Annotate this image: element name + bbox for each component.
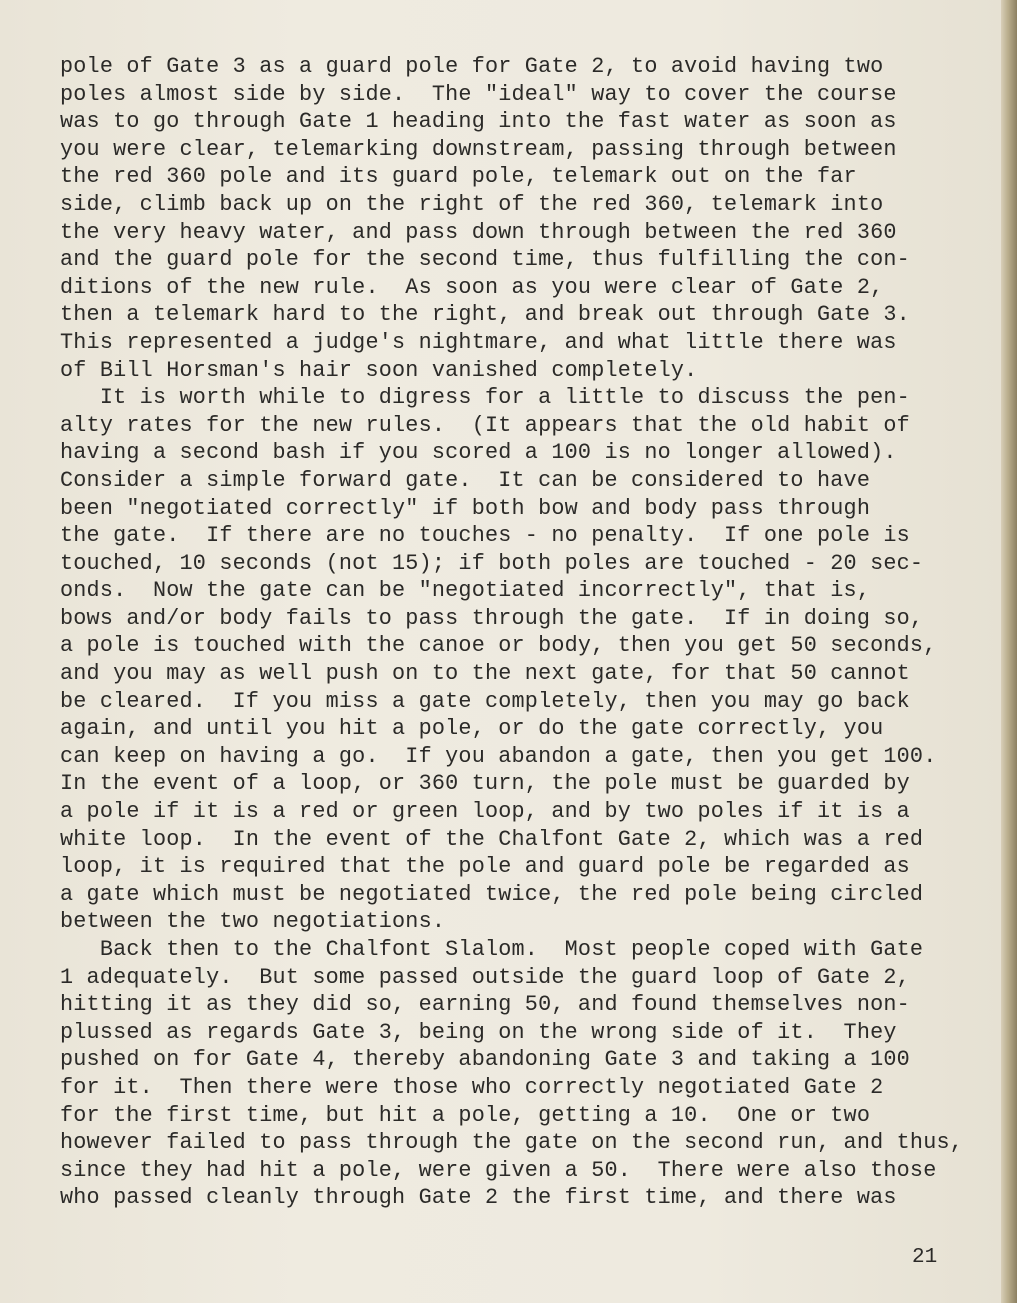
text-line: a pole if it is a red or green loop, and by two poles if it is a [60, 799, 910, 825]
text-line: and you may as well push on to the next gate, for that 50 cannot [60, 661, 910, 687]
text-line: for it. Then there were those who correctly negotiated Gate 2 [60, 1074, 884, 1100]
text-line: alty rates for the new rules. (It appears that the old habit of [60, 412, 910, 438]
text-line: poles almost side by side. The "ideal" way to cover the course [60, 81, 897, 107]
text-line: Back then to the Chalfont Slalom. Most people coped with Gate [60, 937, 924, 962]
page-number: 21 [912, 1246, 938, 1269]
text-line: It is worth while to digress for a little to discuss the pen- [60, 385, 910, 411]
text-line: having a second bash if you scored a 100 is no longer allowed). [60, 440, 897, 466]
text-line: you were clear, telemarking downstream, passing through between [60, 136, 897, 162]
text-line: then a telemark hard to the right, and break out through Gate 3. [60, 302, 910, 328]
text-line: however failed to pass through the gate on the second run, and thus, [60, 1130, 964, 1156]
text-line: the red 360 pole and its guard pole, telemark out on the far [60, 164, 857, 190]
text-line: hitting it as they did so, earning 50, and found themselves non- [60, 992, 910, 1018]
text-line: plussed as regards Gate 3, being on the wrong side of it. They [60, 1019, 897, 1045]
text-line: onds. Now the gate can be "negotiated incorrectly", that is, [60, 578, 871, 604]
text-line: been "negotiated correctly" if both bow and body pass through [60, 495, 871, 521]
text-line: and the guard pole for the second time, thus fulfilling the con- [60, 247, 910, 273]
text-line: This represented a judge's nightmare, and what little there was [60, 329, 897, 355]
text-line: be cleared. If you miss a gate completely, then you may go back [60, 688, 910, 714]
text-line: bows and/or body fails to pass through the gate. If in doing so, [60, 605, 924, 631]
text-line: touched, 10 seconds (not 15); if both poles are touched - 20 sec- [60, 550, 924, 576]
text-line: of Bill Horsman's hair soon vanished completely. [60, 357, 698, 383]
text-line: side, climb back up on the right of the red 360, telemark into [60, 191, 884, 217]
body-text [60, 53, 980, 1212]
text-line: In the event of a loop, or 360 turn, the pole must be guarded by [60, 771, 910, 797]
text-line: was to go through Gate 1 heading into the fast water as soon as [60, 109, 897, 135]
text-line: pushed on for Gate 4, thereby abandoning Gate 3 and taking a 100 [60, 1047, 910, 1073]
text-line: since they had hit a pole, were given a 50. There were also those [60, 1157, 937, 1183]
text-line: a gate which must be negotiated twice, the red pole being circled [60, 881, 924, 907]
text-line: who passed cleanly through Gate 2 the first time, and there was [60, 1185, 897, 1211]
text-line: for the first time, but hit a pole, getting a 10. One or two [60, 1102, 871, 1128]
text-line: Consider a simple forward gate. It can be considered to have [60, 467, 871, 493]
text-line: the gate. If there are no touches - no penalty. If one pole is [60, 523, 910, 549]
text-line: ditions of the new rule. As soon as you were clear of Gate 2, [60, 274, 884, 300]
text-line: 1 adequately. But some passed outside the guard loop of Gate 2, [60, 964, 910, 990]
text-line: a pole is touched with the canoe or body, then you get 50 seconds, [60, 633, 937, 659]
binding-edge [1001, 0, 1017, 1303]
text-line: can keep on having a go. If you abandon a gate, then you get 100. [60, 743, 937, 769]
text-line: between the two negotiations. [60, 909, 446, 935]
text-line: white loop. In the event of the Chalfont Gate 2, which was a red [60, 826, 924, 852]
text-line: loop, it is required that the pole and guard pole be regarded as [60, 854, 910, 880]
text-line: the very heavy water, and pass down through between the red 360 [60, 219, 897, 245]
text-line: pole of Gate 3 as a guard pole for Gate 2, to avoid having two [60, 54, 884, 79]
text-line: again, and until you hit a pole, or do the gate correctly, you [60, 716, 884, 742]
